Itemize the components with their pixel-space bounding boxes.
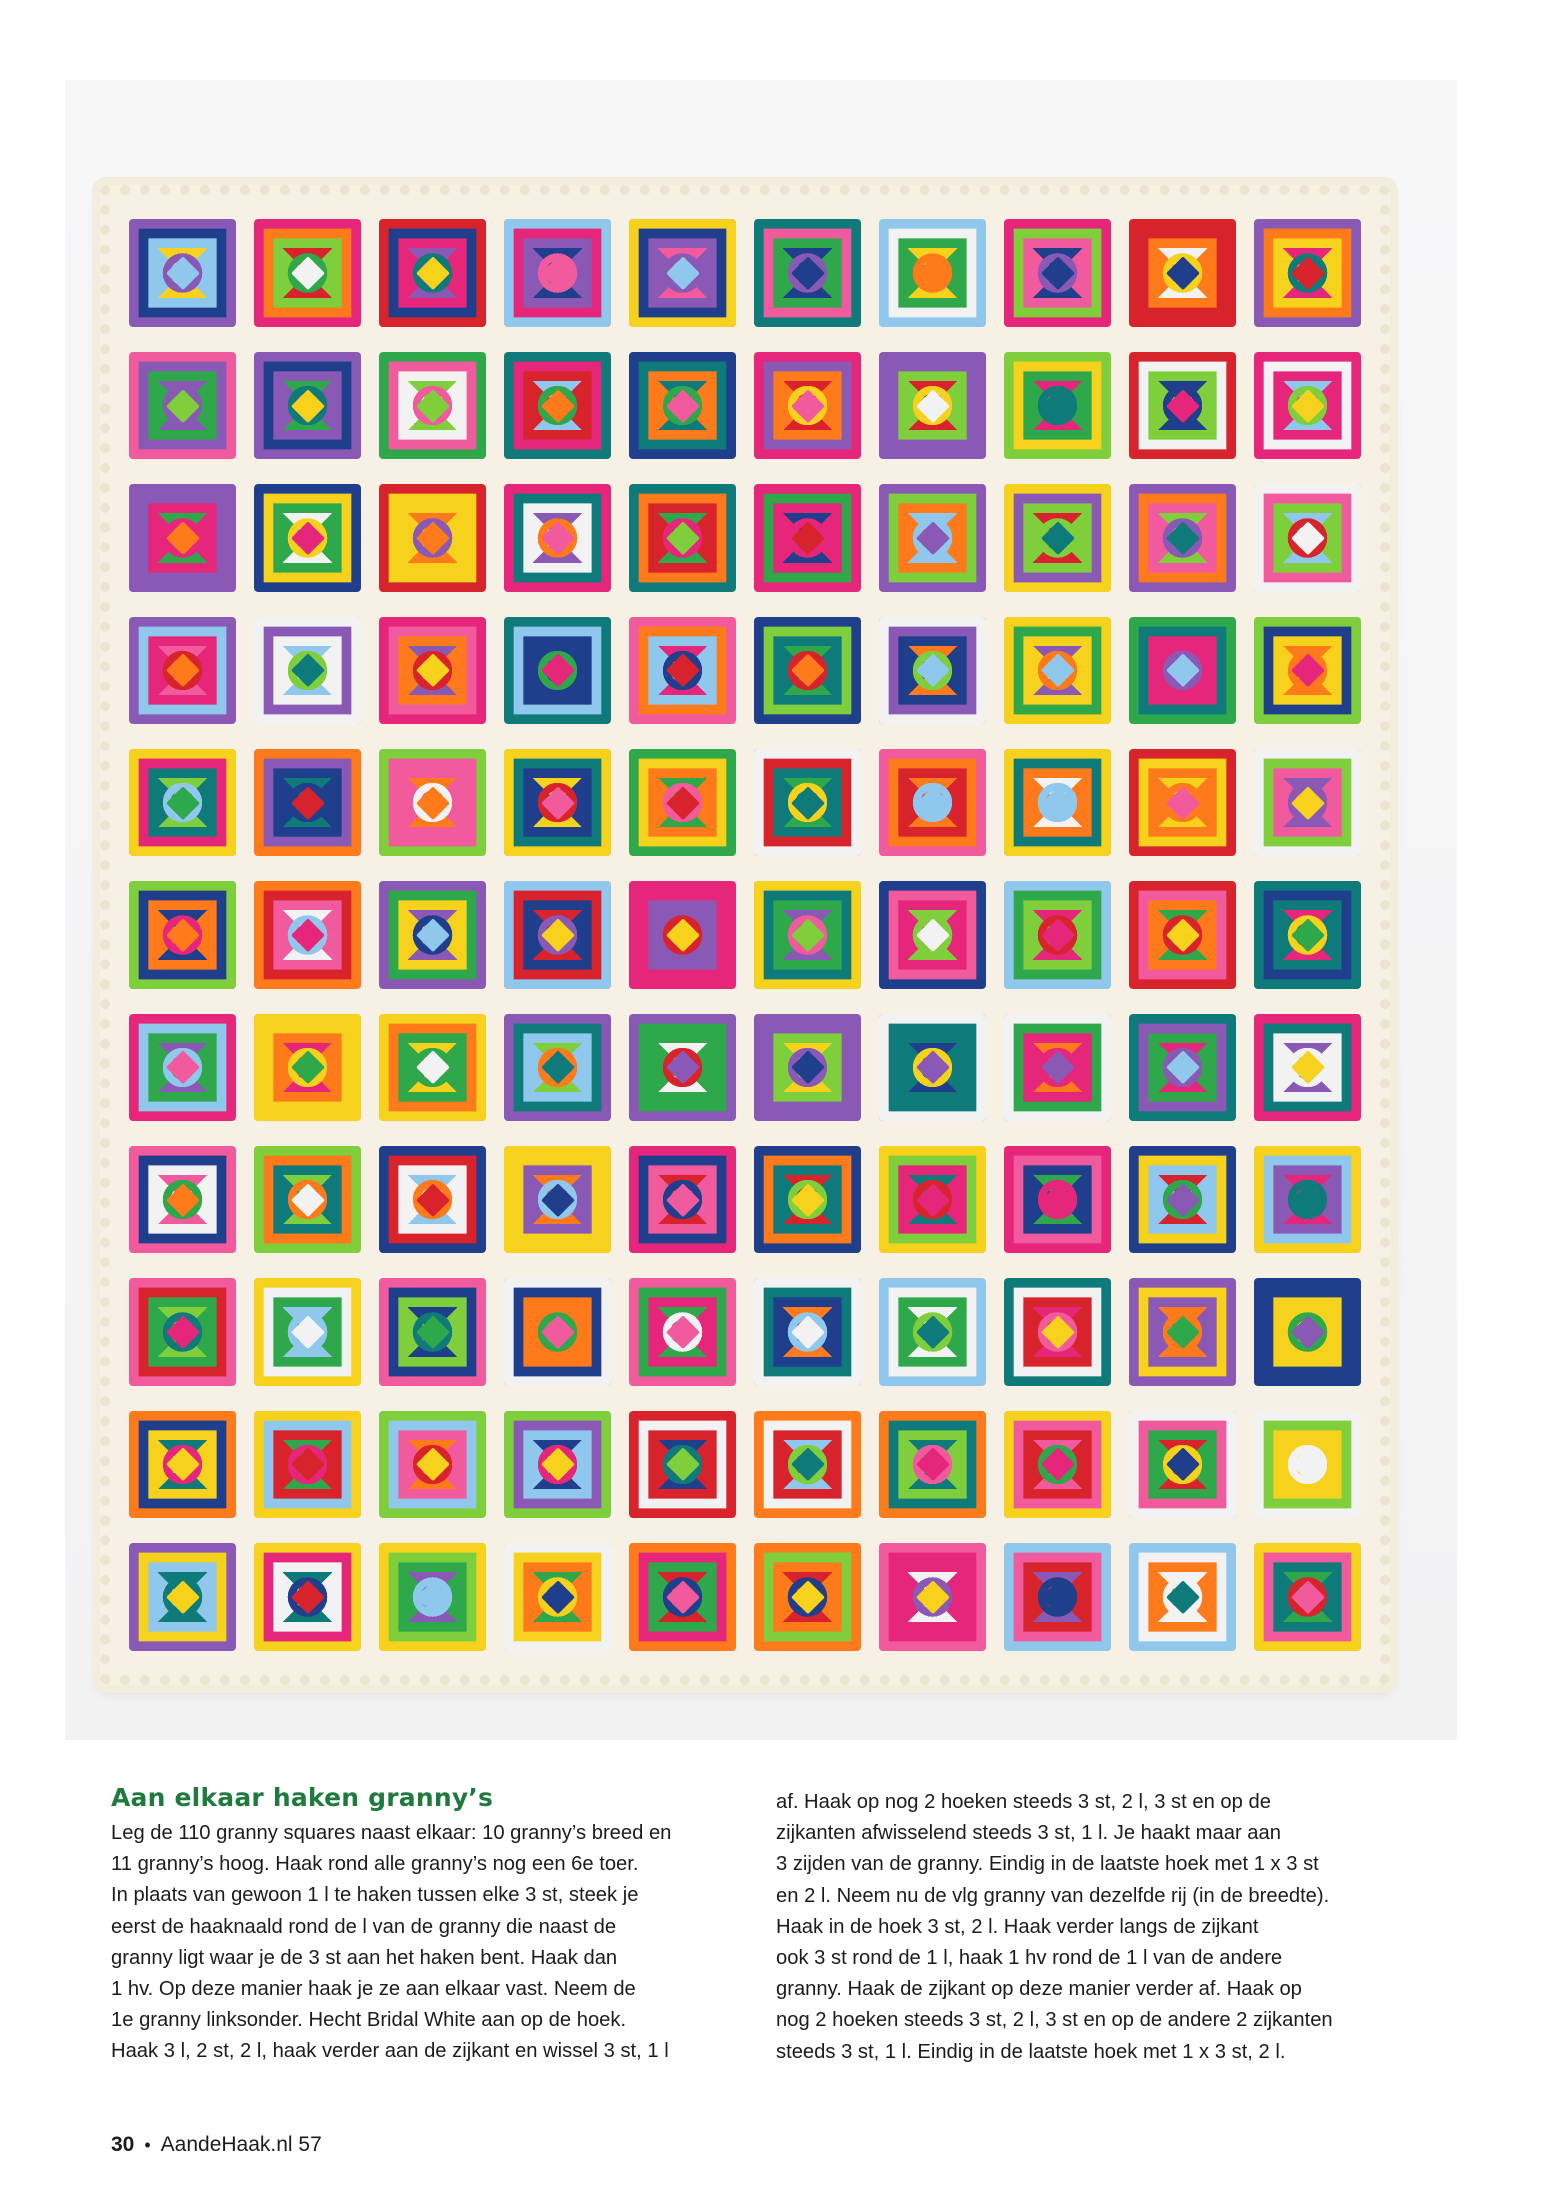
text-line: In plaats van gewoon 1 l te haken tussen elke 3 st, steek je <box>111 1884 639 1907</box>
text-line: en 2 l. Neem nu de vlg granny van dezelfde rij (in de breedte). <box>776 1884 1330 1907</box>
text-line: eerst de haaknaald rond de l van de granny die naast de <box>111 1915 617 1938</box>
text-line: 11 granny’s hoog. Haak rond alle granny’s nog een 6e toer. <box>111 1853 639 1876</box>
page-footer <box>111 2133 322 2157</box>
text-line: Haak 3 l, 2 st, 2 l, haak verder aan de zijkant en wissel 3 st, 1 l <box>111 2040 669 2063</box>
footer-separator: • <box>144 2134 151 2155</box>
text-line: Leg de 110 granny squares naast elkaar: 10 granny’s breed en <box>111 1822 672 1844</box>
text-column-right <box>776 1787 1416 2068</box>
page-number: 30 <box>111 2133 135 2156</box>
text-line: af. Haak op nog 2 hoeken steeds 3 st, 2 l, 3 st en op de <box>776 1791 1271 1813</box>
text-line: 1 hv. Op deze manier haak je ze aan elkaar vast. Neem de <box>111 1978 636 2001</box>
text-line: ook 3 st rond de 1 l, haak 1 hv rond de 1 l van de andere <box>776 1947 1283 1970</box>
section-heading: Aan elkaar haken granny’s <box>111 1783 494 1812</box>
text-column-left <box>111 1818 751 2068</box>
text-line: granny ligt waar je de 3 st aan het haken bent. Haak dan <box>111 1946 618 1969</box>
text-line: zijkanten afwisselend steeds 3 st, 1 l. Je haakt maar aan <box>776 1822 1281 1845</box>
blanket-scalloped-border <box>100 185 1390 1685</box>
text-line: granny. Haak de zijkant op deze manier verder af. Haak op <box>776 1978 1302 2001</box>
text-line: 3 zijden van de granny. Eindig in de laatste hoek met 1 x 3 st <box>776 1853 1319 1876</box>
publication-name: AandeHaak.nl 57 <box>160 2133 322 2156</box>
text-line: nog 2 hoeken steeds 3 st, 2 l, 3 st en op de andere 2 zijkanten <box>776 2009 1333 2032</box>
text-line: 1e granny linksonder. Hecht Bridal White aan op de hoek. <box>111 2009 627 2032</box>
text-line: Haak in de hoek 3 st, 2 l. Haak verder langs de zijkant <box>776 1915 1259 1938</box>
text-line: steeds 3 st, 1 l. Eindig in de laatste hoek met 1 x 3 st, 2 l. <box>776 2040 1286 2063</box>
